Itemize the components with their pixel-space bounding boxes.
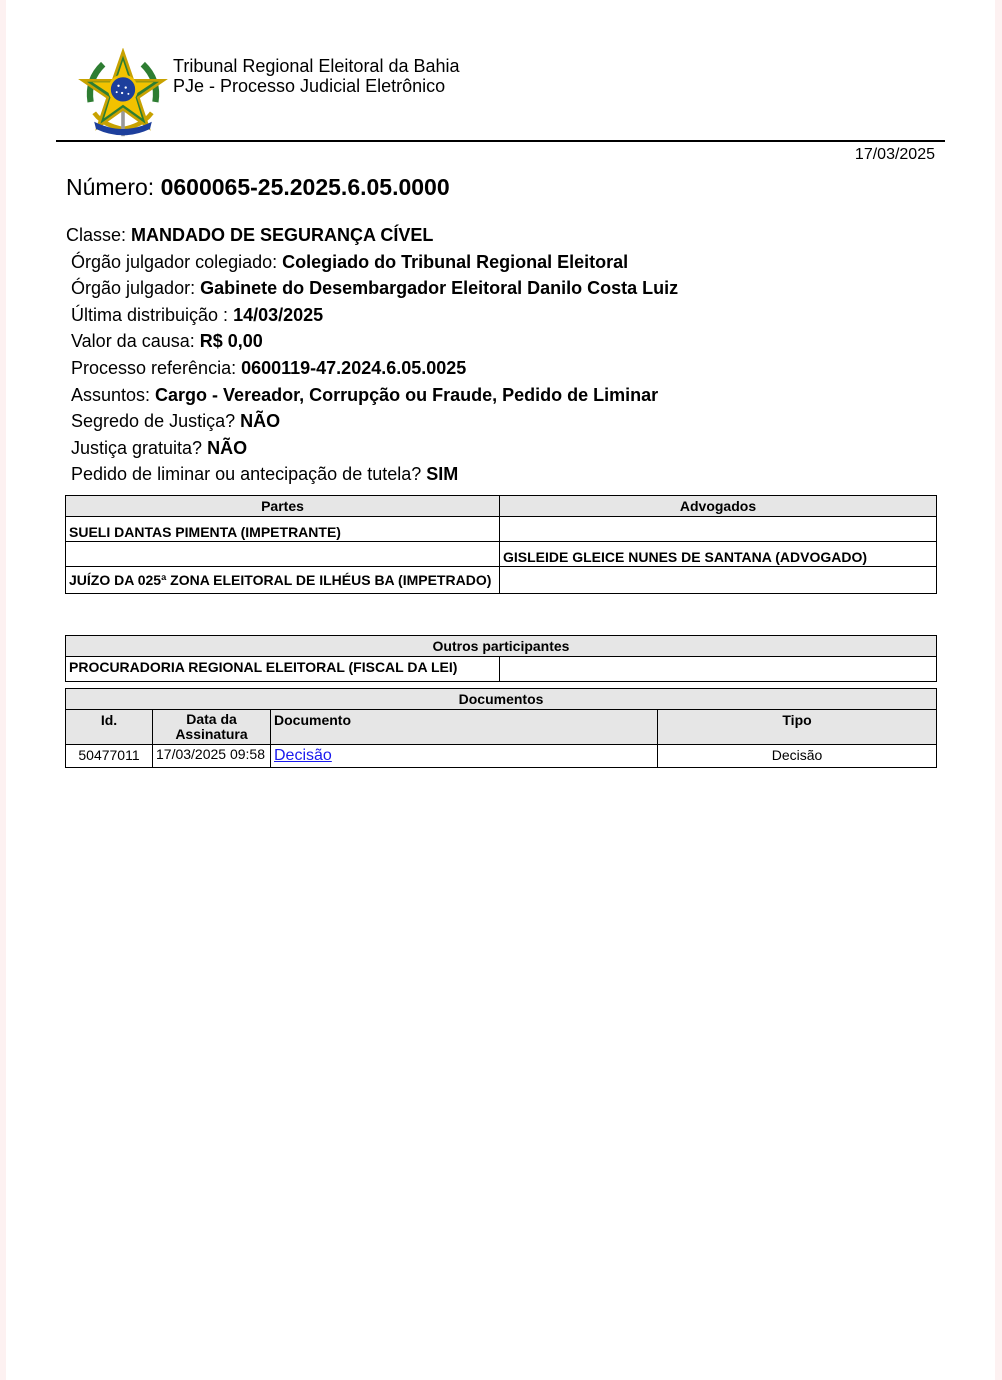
column-header-data-assinatura: Data da Assinatura [153, 710, 271, 745]
partes-table [65, 495, 937, 594]
field-value: R$ 0,00 [199, 331, 263, 352]
field-segredo-justica [66, 408, 678, 435]
table-cell: SUELI DANTAS PIMENTA (IMPETRANTE) [66, 517, 500, 542]
process-number-value: 0600065-25.2025.6.05.0000 [160, 174, 450, 200]
table-header-row [66, 496, 937, 517]
table-row [66, 517, 937, 542]
field-valor-causa [66, 328, 678, 355]
table-cell [500, 517, 937, 542]
field-label: Assuntos: [71, 384, 156, 405]
field-value: 0600119-47.2024.6.05.0025 [241, 357, 467, 378]
field-assuntos [66, 382, 678, 409]
column-header-tipo: Tipo [658, 710, 937, 745]
table-row [66, 657, 937, 682]
field-orgao-colegiado [66, 249, 678, 276]
field-orgao-julgador [66, 275, 678, 302]
field-value: Cargo - Vereador, Corrupção ou Fraude, Pedido de Liminar [155, 384, 659, 405]
document-type: Decisão [658, 745, 937, 768]
field-value: NÃO [240, 411, 281, 432]
field-label: Órgão julgador colegiado: [71, 251, 283, 272]
system-name: PJe - Processo Judicial Eletrônico [173, 76, 446, 96]
field-label: Valor da causa: [71, 331, 200, 352]
column-header-outros: Outros participantes [66, 636, 937, 657]
table-cell: PROCURADORIA REGIONAL ELEITORAL (FISCAL DA LEI) [66, 657, 500, 682]
documentos-table [65, 688, 937, 768]
field-label: Última distribuição : [71, 304, 234, 325]
field-value: MANDADO DE SEGURANÇA CÍVEL [131, 225, 434, 245]
outros-participantes-table [65, 635, 937, 682]
documentos-title: Documentos [66, 689, 937, 710]
field-ultima-distribuicao [66, 302, 678, 329]
process-fields [66, 222, 678, 488]
table-cell [500, 657, 937, 682]
document-signature-date: 17/03/2025 09:58 [153, 745, 271, 768]
table-row [66, 542, 937, 567]
process-number-label: Número: [66, 174, 155, 200]
table-title-row [66, 689, 937, 710]
field-label: Segredo de Justiça? [71, 411, 241, 432]
table-header-row [66, 710, 937, 745]
table-cell: GISLEIDE GLEICE NUNES DE SANTANA (ADVOGADO) [500, 542, 937, 567]
print-date: 17/03/2025 [854, 146, 935, 163]
field-label: Justiça gratuita? [71, 437, 208, 458]
field-label: Classe: [66, 225, 132, 245]
field-label: Órgão julgador: [71, 278, 201, 299]
column-header-advogados: Advogados [500, 496, 937, 517]
field-value: Colegiado do Tribunal Regional Eleitoral [282, 251, 629, 272]
document-link[interactable]: Decisão [274, 747, 332, 764]
table-row [66, 567, 937, 594]
process-number [66, 174, 450, 201]
table-header-row [66, 636, 937, 657]
field-label: Processo referência: [71, 357, 242, 378]
table-row [66, 745, 937, 768]
field-value: SIM [426, 464, 459, 485]
document-id: 50477011 [66, 745, 153, 768]
document-page [6, 0, 995, 1380]
field-pedido-liminar [66, 461, 678, 488]
field-classe [66, 222, 678, 249]
field-value: Gabinete do Desembargador Eleitoral Danilo Costa Luiz [200, 278, 679, 299]
field-processo-referencia [66, 355, 678, 382]
column-header-id: Id. [66, 710, 153, 745]
brazil-coat-of-arms-icon [78, 48, 168, 138]
field-justica-gratuita [66, 435, 678, 462]
header-institution [173, 56, 460, 96]
header-divider [56, 140, 945, 142]
table-cell: JUÍZO DA 025ª ZONA ELEITORAL DE ILHÉUS BA (IMPETRADO) [66, 567, 500, 594]
table-cell [66, 542, 500, 567]
column-header-documento: Documento [271, 710, 658, 745]
field-label: Pedido de liminar ou antecipação de tutela? [71, 464, 427, 485]
field-value: NÃO [207, 437, 248, 458]
institution-name: Tribunal Regional Eleitoral da Bahia [173, 56, 460, 76]
document-cell [271, 745, 658, 768]
field-value: 14/03/2025 [233, 304, 324, 325]
table-cell [500, 567, 937, 594]
column-header-partes: Partes [66, 496, 500, 517]
